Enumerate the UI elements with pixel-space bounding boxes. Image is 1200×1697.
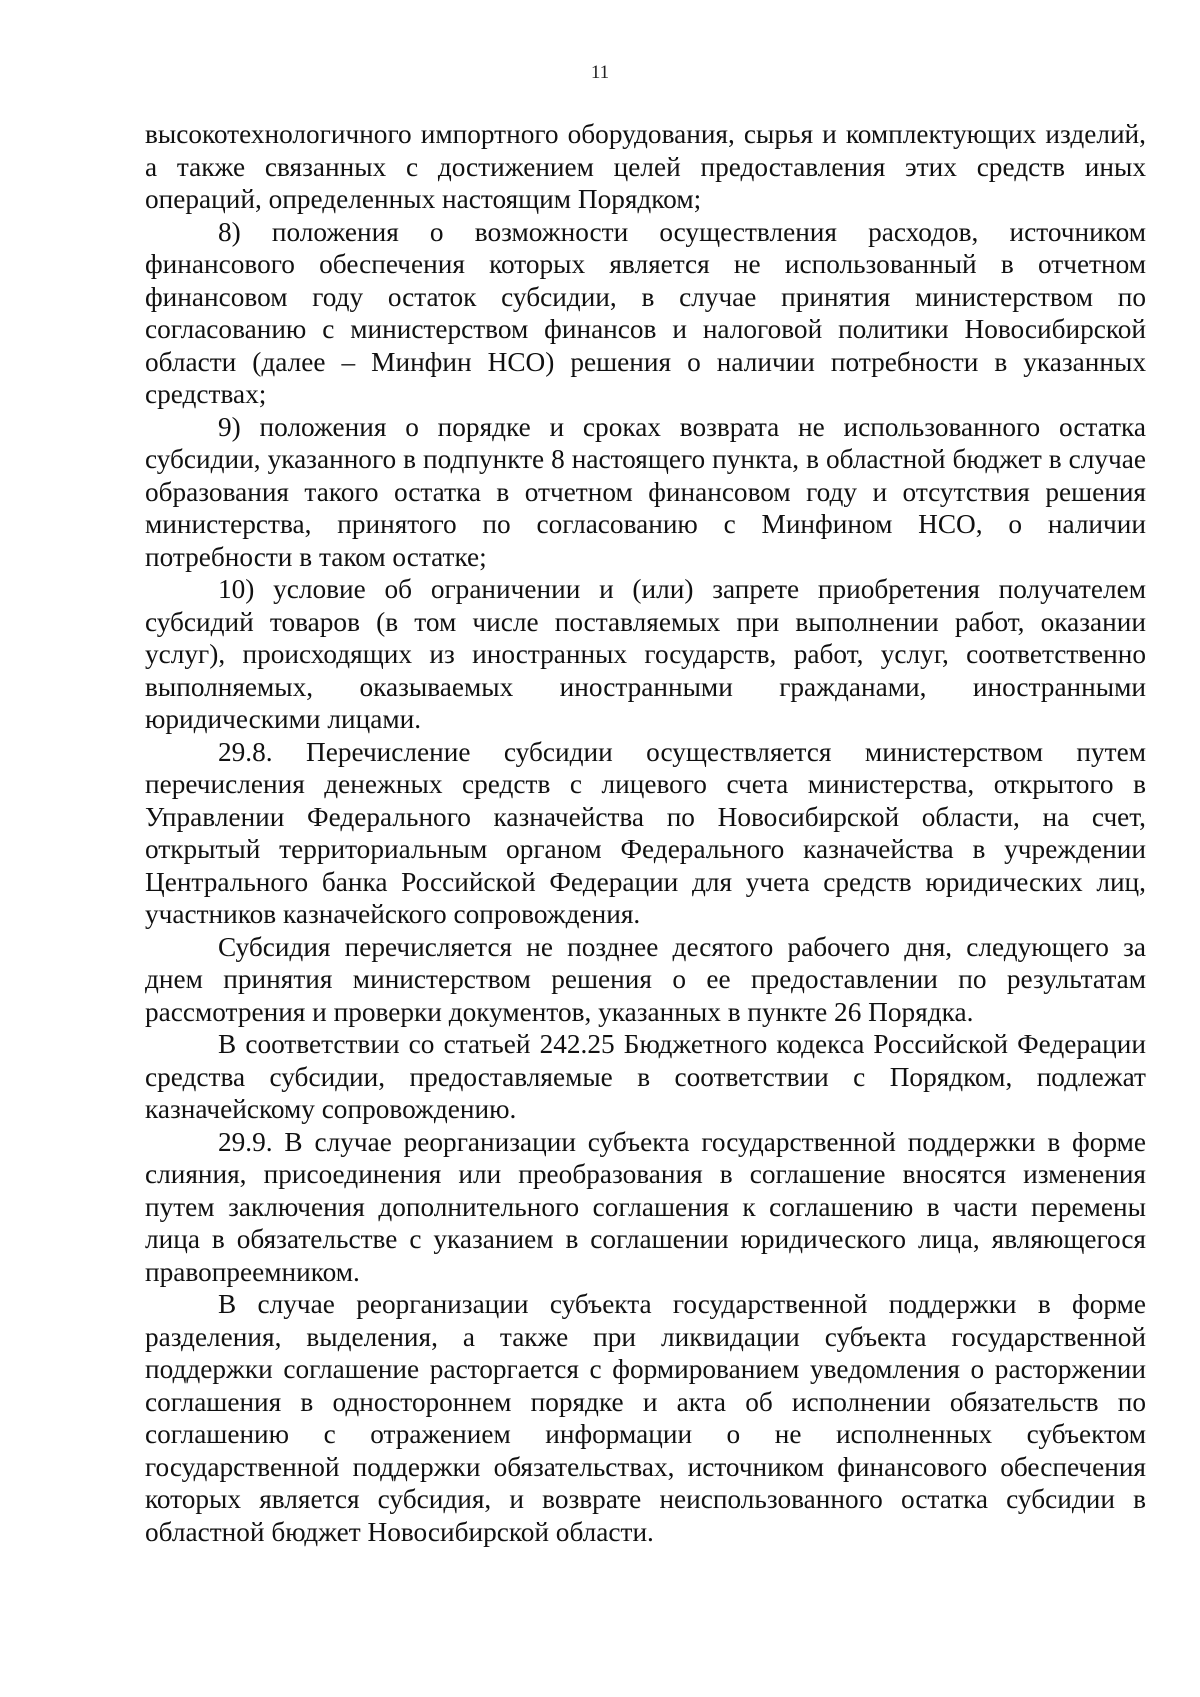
paragraph-clause-29-9: 29.9. В случае реорганизации субъекта государственной поддержки в форме слияния, присоединения или преобразования в соглашение вносятся изменения путем заключения дополнительного соглашения к соглашению в части перемены лица в обязательстве с указанием в соглашении юридического лица, являющегося правопреемником.: [145, 1126, 1146, 1287]
paragraph-clause-29-8: 29.8. Перечисление субсидии осуществляется министерством путем перечисления денежных средств с лицевого счета министерства, открытого в Управлении Федерального казначейства по Новосибирской области, на счет, открытый территориальным органом Федерального казначейства в учреждении Центрального банка Российской Федерации для учета средств юридических лиц, участников казначейского сопровождения.: [145, 736, 1146, 929]
page-number: 11: [590, 62, 610, 83]
paragraph-item-10: 10) условие об ограничении и (или) запрете приобретения получателем субсидий товаров (в том числе поставляемых при выполнении работ, оказании услуг), происходящих из иностранных государств, работ, услуг, соответственно выполняемых, оказываемых иностранными гражданами, иностранными юридическими лицами.: [145, 574, 1146, 734]
paragraph-transfer-deadline: Субсидия перечисляется не позднее десятого рабочего дня, следующего за днем принятия министерством решения о ее предоставлении по результатам рассмотрения и проверки документов, указанных в пункте 26 Порядка.: [145, 931, 1146, 1027]
paragraph-termination: В случае реорганизации субъекта государственной поддержки в форме разделения, выделения, а также при ликвидации субъекта государственной поддержки соглашение расторгается с формированием уведомления о расторжении соглашения в одностороннем порядке и акта об исполнении обязательств по соглашению с отражением информации о не исполненных субъектом государственной поддержки обязательствах, источником финансового обеспечения которых является субсидия, и возврате неиспользованного остатка субсидии в областной бюджет Новосибирской области.: [145, 1289, 1146, 1547]
paragraph-continuation: высокотехнологичного импортного оборудования, сырья и комплектующих изделий, а также связанных с достижением целей предоставления этих средств иных операций, определенных настоящим Порядком;: [145, 119, 1146, 214]
paragraph-item-9: 9) положения о порядке и сроках возврата не использованного остатка субсидии, указанного в подпункте 8 настоящего пункта, в областной бюджет в случае образования такого остатка в отчетном финансовом году и отсутствия решения министерства, принятого по согласованию с Минфином НСО, о наличии потребности в таком остатке;: [145, 411, 1146, 572]
document-body: [145, 118, 1146, 1548]
paragraph-item-8: 8) положения о возможности осуществления расходов, источником финансового обеспечения которых является не использованный в отчетном финансовом году остаток субсидии, в случае принятия министерством по согласованию с министерством финансов и налоговой политики Новосибирской области (далее – Минфин НСО) решения о наличии потребности в указанных средствах;: [145, 216, 1146, 409]
paragraph-treasury-support: В соответствии со статьей 242.25 Бюджетного кодекса Российской Федерации средства субсидии, предоставляемые в соответствии с Порядком, подлежат казначейскому сопровождению.: [145, 1029, 1146, 1124]
